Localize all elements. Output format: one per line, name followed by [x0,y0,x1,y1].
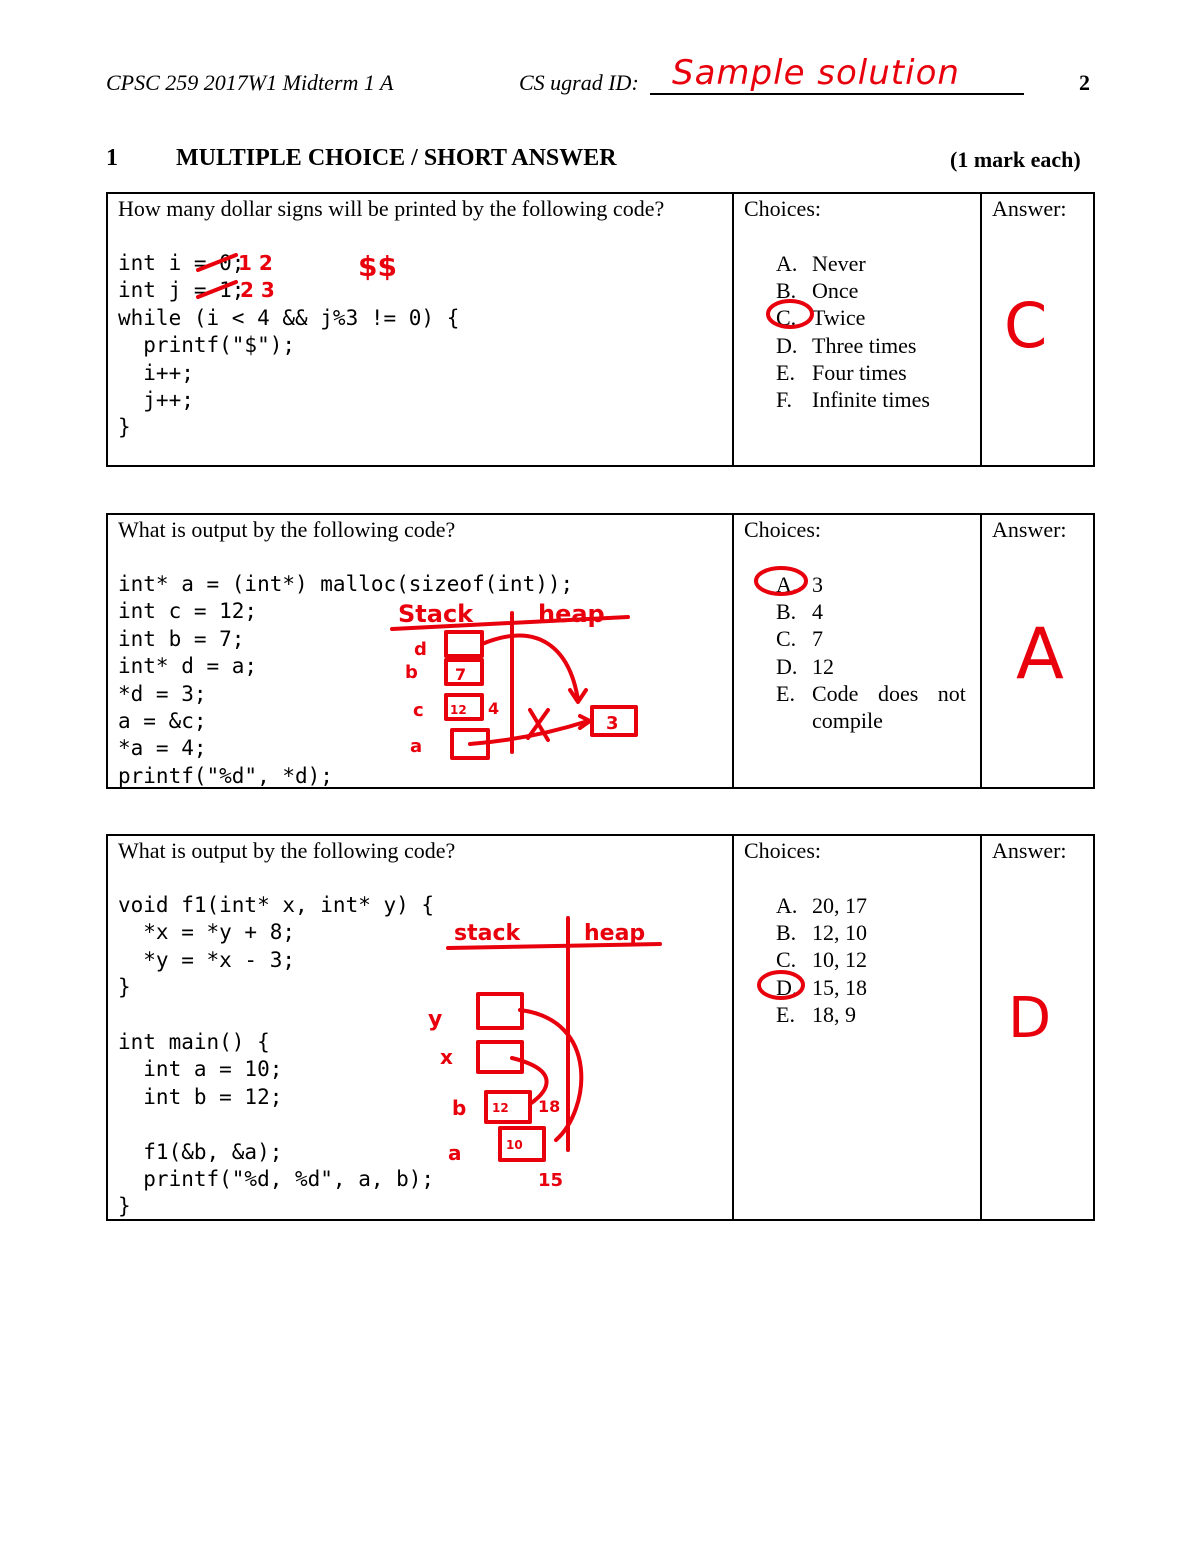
svg-text:a: a [448,1141,462,1165]
section-number: 1 [106,145,118,171]
answer-header: Answer: [992,838,1067,863]
question-2-table [106,513,1095,789]
answer-header: Answer: [992,196,1067,221]
section-marks: (1 mark each) [950,147,1081,172]
choice-item: A. 20, 17 [776,893,867,918]
choice-item: C. 7 [776,626,823,652]
question-2-choices-cell [734,515,982,787]
choice-item: D. 12 [776,653,834,679]
question-3-choices-cell [734,836,982,1219]
choice-item: A. Never [776,251,866,276]
question-3-prompt: What is output by the following code? [118,838,456,863]
svg-text:y: y [428,1007,443,1032]
question-2-code: int* a = (int*) malloc(sizeof(int)); int c = 12; int b = 7; int* d = a; *d = 3; a = &c; *a = 4; printf("%d", *d); [118,572,574,788]
svg-text:12: 12 [450,703,467,717]
choice-item: C. 10, 12 [776,947,867,973]
choice-item: E. Code does not [776,680,966,706]
ink-dollars: $$ [358,250,397,283]
choice-item: E. 18, 9 [776,1001,856,1027]
question-1-code: int i = 0; int j = 1; while (i < 4 && j%3 != 0) { printf("$"); i++; j++; } [118,251,460,440]
svg-text:x: x [440,1045,453,1069]
svg-text:c: c [413,700,424,721]
question-1-answer-cell [982,194,1093,465]
svg-text:b: b [452,1096,467,1120]
svg-text:d: d [414,639,427,660]
choice-item: B. 4 [776,599,823,625]
question-3-choices [776,892,867,1028]
svg-text:a: a [410,736,423,757]
question-1-handwritten-answer: C [1004,289,1048,362]
svg-text:4: 4 [488,699,500,718]
question-3-code-cell [108,836,734,1219]
question-2-choices [776,571,972,734]
choices-header: Choices: [744,196,821,221]
choice-item: A. 3 [776,572,823,597]
question-1-choices-cell [734,194,982,465]
question-1-choices [776,250,930,413]
choice-item: B. Once [776,278,859,304]
svg-text:12: 12 [492,1101,509,1115]
svg-text:18: 18 [538,1097,561,1116]
question-2-prompt: What is output by the following code? [118,517,456,542]
choice-item: D. Three times [776,332,917,358]
choices-header: Choices: [744,517,821,542]
question-2-answer-cell [982,515,1093,787]
id-handwritten-value: Sample solution [672,53,960,93]
question-2-code-cell [108,515,734,787]
svg-text:7: 7 [455,665,467,684]
choice-item: C. Twice [776,305,866,331]
choice-item: F. Infinite times [776,387,930,413]
svg-text:15: 15 [538,1170,564,1191]
ink-heap-label: heap [584,921,646,946]
ink-stack-label: stack [454,921,521,946]
question-3-handwritten-answer: D [1008,986,1052,1051]
choice-item: E. Four times [776,359,907,385]
question-1-table [106,192,1095,467]
answer-header: Answer: [992,517,1067,542]
page-number: 2 [1079,70,1090,95]
ink-stack-label: Stack [398,600,474,628]
question-1-code-cell [108,194,734,465]
question-1-prompt: How many dollar signs will be printed by the following code? [118,196,665,221]
question-3-code: void f1(int* x, int* y) { *x = *y + 8; *y = *x - 3; } int main() { int a = 10; int b = 12; f1(&b, &a); printf("%d, %d", a, b); } [118,893,435,1219]
id-label: CS ugrad ID: [519,70,639,95]
ink-heap-label: heap [538,600,605,628]
ink-j-values: 2 3 [240,278,275,302]
choice-item: compile [812,708,883,734]
svg-text:3: 3 [606,713,619,734]
svg-text:b: b [405,662,418,683]
choice-item: B. 12, 10 [776,920,867,946]
question-3-answer-cell [982,836,1093,1219]
section-title: MULTIPLE CHOICE / SHORT ANSWER [176,145,617,171]
choice-item: D. 15, 18 [776,974,867,1000]
exam-title: CPSC 259 2017W1 Midterm 1 A [106,70,394,95]
svg-text:10: 10 [506,1138,523,1152]
choices-header: Choices: [744,838,821,863]
ink-i-values: 1 2 [238,251,273,275]
question-2-handwritten-answer: A [1016,613,1064,695]
question-3-table [106,834,1095,1221]
id-underline [650,93,1024,95]
